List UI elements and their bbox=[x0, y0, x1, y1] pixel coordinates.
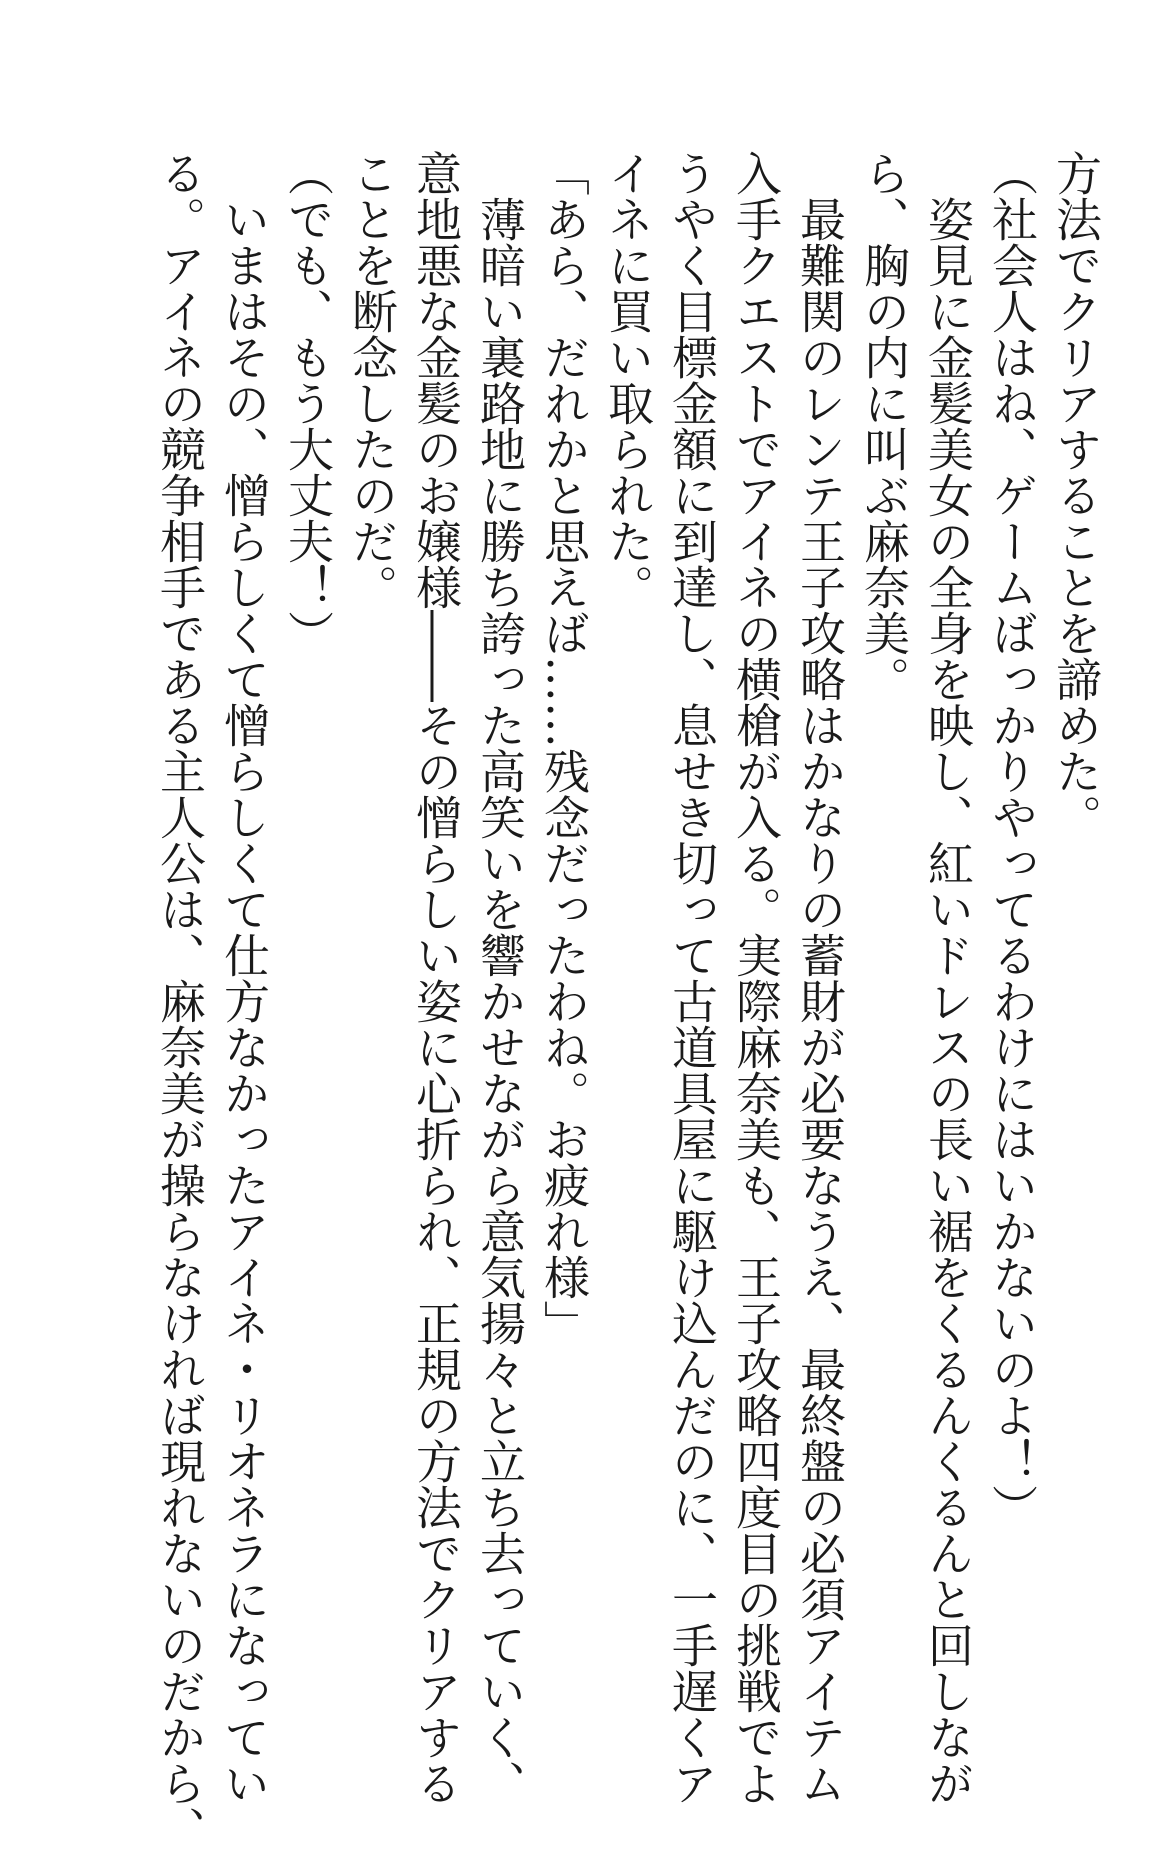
text-line: うやく目標金額に到達し、息せき切って古道具屋に駆け込んだのに、一手遅くア bbox=[665, 150, 719, 1806]
text-line: る。アイネの競争相手である主人公は、麻奈美が操らなければ現れないのだから、 bbox=[153, 150, 207, 1852]
text-line: 「あら、だれかと思えば……残念だったわね。お疲れ様」 bbox=[537, 150, 591, 1346]
text-line: 入手クエストでアイネの横槍が入る。実際麻奈美も、王子攻略四度目の挑戦でよ bbox=[729, 150, 783, 1806]
text-line: ことを断念したのだ。 bbox=[345, 150, 399, 610]
vertical-text-body bbox=[148, 150, 1108, 1852]
text-line: （でも、もう大丈夫！） bbox=[281, 150, 335, 656]
text-line: 意地悪な金髪のお嬢様――その憎らしい姿に心折られ、正規の方法でクリアする bbox=[409, 150, 463, 1806]
text-line: 姿見に金髪美女の全身を映し、紅いドレスの長い裾をくるんくるんと回しなが bbox=[921, 150, 975, 1806]
text-line: いまはその、憎らしくて憎らしくて仕方なかったアイネ・リオネラになってい bbox=[217, 150, 271, 1806]
text-line: 方法でクリアすることを諦めた。 bbox=[1049, 150, 1103, 840]
text-line: イネに買い取られた。 bbox=[601, 150, 655, 610]
text-line: 最難関のレンテ王子攻略はかなりの蓄財が必要なうえ、最終盤の必須アイテム bbox=[793, 150, 847, 1806]
text-line: 薄暗い裏路地に勝ち誇った高笑いを響かせながら意気揚々と立ち去っていく、 bbox=[473, 150, 527, 1806]
text-line: ら、胸の内に叫ぶ麻奈美。 bbox=[857, 150, 911, 702]
text-line: （社会人はね、ゲームばっかりやってるわけにはいかないのよ！） bbox=[985, 150, 1039, 1530]
